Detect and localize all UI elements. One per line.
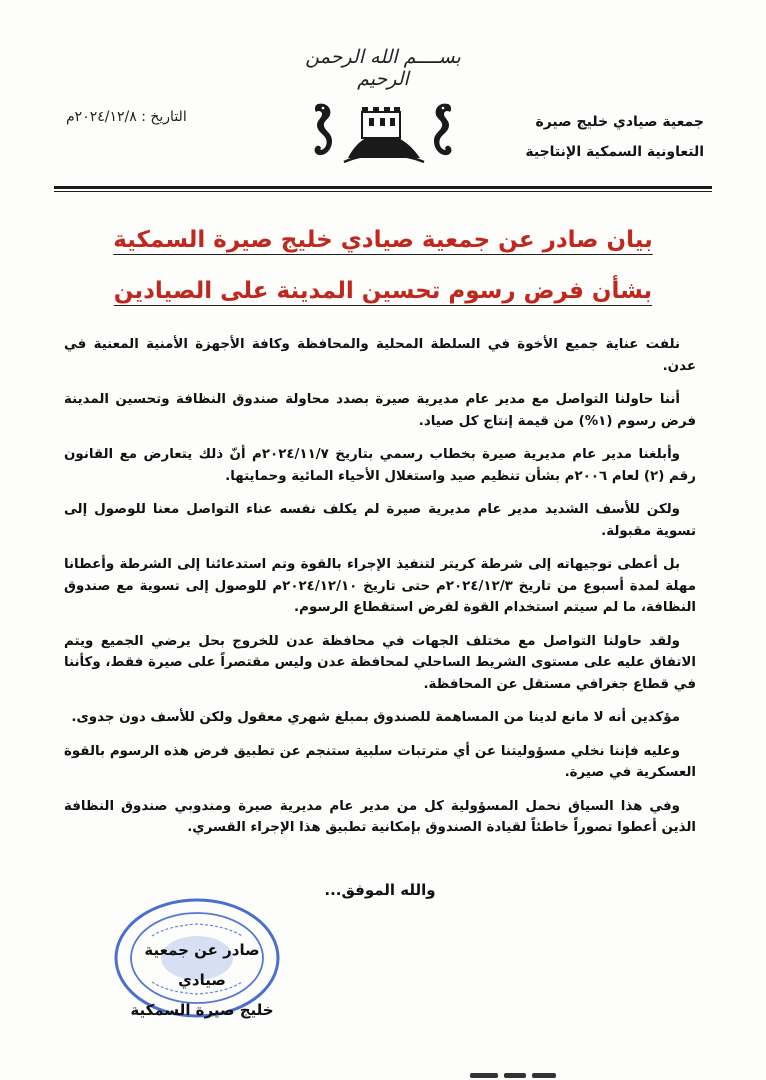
basmala-text: بســــم الله الرحمن الرحيم bbox=[305, 46, 461, 90]
headline-line2: بشأن فرض رسوم تحسين المدينة على الصيادين bbox=[113, 278, 653, 304]
seahorse-left-icon bbox=[315, 104, 332, 155]
seahorse-right-icon bbox=[434, 104, 451, 155]
body-paragraph: وعليه فإننا نخلي مسؤوليتنا عن أي مترتبات سلبية ستنجم عن تطبيق فرض هذه الرسوم بالقوة العسكرية في صيرة. bbox=[64, 743, 696, 780]
body-paragraph: بل أعطى توجيهاته إلى شرطة كريتر لتنفيذ الإجراء بالقوة وتم استدعائنا إلى الشرطة وأعطانا مهلة لمدة أسبوع من تاريخ ٢٠٢٤/١٢/٣م حتى تاريخ ٢٠٢٤/١٢/١٠م للوصول إلى تسوية مع صندوق النظافة، ما لم سيتم استخدام القوة لفرض استقطاع الرسوم. bbox=[64, 557, 696, 615]
body-paragraph: ولقد حاولنا التواصل مع مختلف الجهات في محافظة عدن للخروج بحل يرضي الجميع ويتم الاتفاق عليه على مستوى الشريط الساحلي لمحافظة عدن وليس مقتصراً على صيرة فقط، وكأننا في قطاع جغرافي مستقل عن المحافظة. bbox=[64, 633, 696, 692]
signature-line1: صادر عن جمعية صيادي bbox=[144, 941, 260, 989]
statement-body bbox=[64, 334, 696, 851]
organization-name bbox=[464, 107, 704, 167]
org-name-line1: جمعية صيادي خليج صيرة bbox=[535, 114, 704, 130]
body-paragraph: وأبلغنا مدير عام مديرية صيرة بخطاب رسمي بتاريخ ٢٠٢٤/١١/٧م أنّ ذلك يتعارض مع القانون رقم (٢) لعام ٢٠٠٦م بشأن تنظيم صيد واستغلال الأحياء المائية وحمايتها. bbox=[64, 447, 696, 484]
document-date: التاريخ : ٢٠٢٤/١٢/٨م bbox=[66, 109, 187, 125]
page-edge-marks bbox=[470, 1071, 560, 1080]
header-divider-thin bbox=[54, 191, 712, 192]
signature-line2: خليج صيرة السمكية bbox=[130, 1001, 274, 1019]
signature-block bbox=[118, 935, 286, 1025]
org-name-line2: التعاونية السمكية الإنتاجية bbox=[525, 144, 704, 160]
association-logo bbox=[296, 96, 470, 174]
castle-icon bbox=[344, 107, 424, 162]
header-divider bbox=[54, 186, 712, 189]
body-paragraph: ولكن للأسف الشديد مدير عام مديرية صيرة لم يكلف نفسه عناء التواصل معنا للوصول إلى تسوية مقبولة. bbox=[64, 502, 696, 539]
body-paragraph: وفي هذا السياق نحمل المسؤولية كل من مدير عام مديرية صيرة ومندوبي صندوق النظافة الذين أعطوا تصوراً خاطئاً لقيادة الصندوق بإمكانية تطبيق هذا الإجراء القسري. bbox=[64, 798, 696, 835]
headline-line1: بيان صادر عن جمعية صيادي خليج صيرة السمكية bbox=[113, 227, 653, 253]
body-paragraph: نلفت عناية جميع الأخوة في السلطة المحلية والمحافظة وكافة الأجهزة الأمنية المعنية في عدن. bbox=[64, 337, 696, 374]
closing-phrase: والله الموفق... bbox=[324, 881, 436, 899]
body-paragraph: أننا حاولنا التواصل مع مدير عام مديرية صيرة بصدد محاولة صندوق النظافة وتحسين المدينة فرض رسوم (١%) من قيمة إنتاج كل صياد. bbox=[64, 392, 696, 429]
body-paragraph: مؤكدين أنه لا مانع لدينا من المساهمة للصندوق بمبلغ شهري معقول ولكن للأسف دون جدوى. bbox=[71, 710, 680, 725]
